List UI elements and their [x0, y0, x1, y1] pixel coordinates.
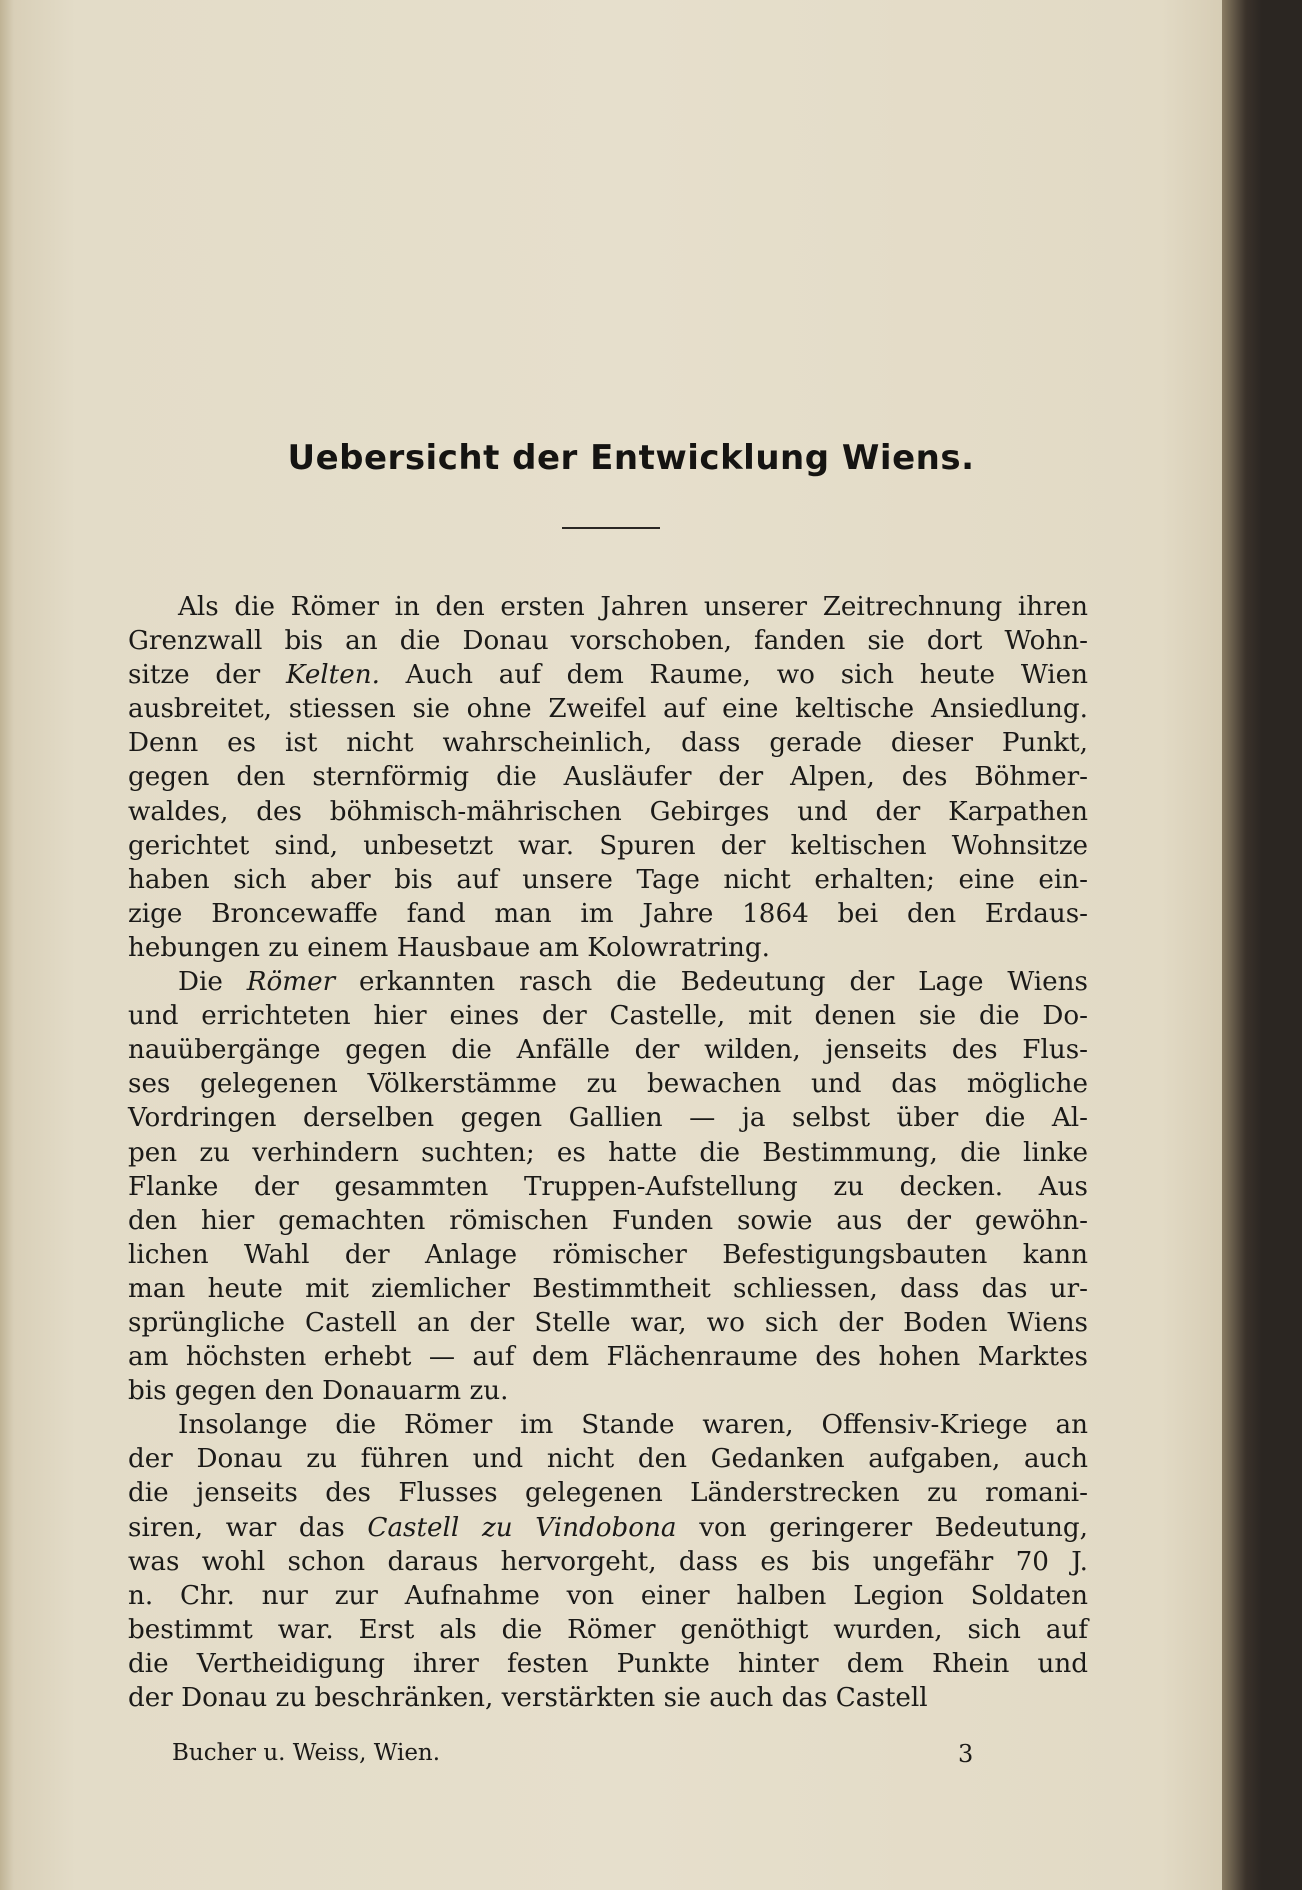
text-line: man heute mit ziemlicher Bestimmtheit schliessen, dass das ur-	[128, 1273, 1088, 1304]
text-line: zige Broncewaffe fand man im Jahre 1864 bei den Erdaus-	[128, 898, 1088, 929]
text-line: gegen den sternförmig die Ausläufer der Alpen, des Böhmer-	[128, 762, 1088, 793]
text-line: ausbreitet, stiessen sie ohne Zweifel auf eine keltische Ansiedlung.	[128, 694, 1088, 725]
text-line: siren, war das Castell zu Vindobona von geringerer Bedeutung,	[128, 1512, 1088, 1543]
page-edge-shadow	[1222, 0, 1262, 1890]
text-line: waldes, des böhmisch-mährischen Gebirges und der Karpathen	[128, 796, 1088, 827]
text-line: die jenseits des Flusses gelegenen Länderstrecken zu romani-	[128, 1478, 1088, 1509]
text-line: Flanke der gesammten Truppen-Aufstellung zu decken. Aus	[128, 1171, 1088, 1202]
body-text	[128, 590, 1088, 1715]
text-line: bis gegen den Donauarm zu.	[128, 1376, 509, 1407]
text-line: pen zu verhindern suchten; es hatte die Bestimmung, die linke	[128, 1137, 1088, 1168]
text-line: Als die Römer in den ersten Jahren unserer Zeitrechnung ihren	[178, 592, 1088, 622]
text-line: was wohl schon daraus hervorgeht, dass es bis ungefähr 70 J.	[128, 1546, 1088, 1577]
text-line: Die Römer erkannten rasch die Bedeutung der Lage Wiens	[178, 967, 1088, 998]
text-line: Vordringen derselben gegen Gallien — ja selbst über die Al-	[128, 1103, 1088, 1134]
text-line: Denn es ist nicht wahrscheinlich, dass gerade dieser Punkt,	[128, 728, 1088, 759]
text-line: ses gelegenen Völkerstämme zu bewachen und das mögliche	[128, 1069, 1088, 1100]
text-line: und errichteten hier eines der Castelle, mit denen sie die Do-	[128, 1001, 1088, 1032]
page-number: 3	[958, 1740, 974, 1768]
text-line: sitze der Kelten. Auch auf dem Raume, wo sich heute Wien	[128, 660, 1089, 691]
text-line: Grenzwall bis an die Donau vorschoben, fanden sie dort Wohn-	[128, 626, 1088, 657]
text-line: der Donau zu beschränken, verstärkten sie auch das Castell	[128, 1683, 928, 1713]
text-line: gerichtet sind, unbesetzt war. Spuren der keltischen Wohnsitze	[128, 830, 1088, 861]
text-line: Insolange die Römer im Stande waren, Offensiv-Kriege an	[178, 1410, 1088, 1441]
text-line: bestimmt war. Erst als die Römer genöthigt wurden, sich auf	[128, 1614, 1088, 1645]
text-line: nauübergänge gegen die Anfälle der wilden, jenseits des Flus-	[128, 1035, 1088, 1066]
binding-edge	[0, 0, 14, 1890]
text-line: hebungen zu einem Hausbaue am Kolowratring.	[128, 932, 770, 963]
text-line: n. Chr. nur zur Aufnahme von einer halben Legion Soldaten	[128, 1580, 1088, 1611]
text-line: die Vertheidigung ihrer festen Punkte hinter dem Rhein und	[128, 1648, 1088, 1679]
text-line: am höchsten erhebt — auf dem Flächenraume des hohen Marktes	[128, 1342, 1088, 1373]
text-line: sprüngliche Castell an der Stelle war, wo sich der Boden Wiens	[128, 1307, 1088, 1338]
text-line: den hier gemachten römischen Funden sowie aus der gewöhn-	[128, 1205, 1088, 1236]
chapter-heading: Uebersicht der Entwicklung Wiens.	[287, 438, 975, 478]
publisher-footer: Bucher u. Weiss, Wien.	[172, 1740, 441, 1766]
text-line: haben sich aber bis auf unsere Tage nicht erhalten; eine ein-	[128, 864, 1088, 895]
heading-rule	[562, 527, 660, 529]
text-line: lichen Wahl der Anlage römischer Befestigungsbauten kann	[128, 1239, 1088, 1270]
text-line: der Donau zu führen und nicht den Gedanken aufgaben, auch	[128, 1444, 1088, 1475]
